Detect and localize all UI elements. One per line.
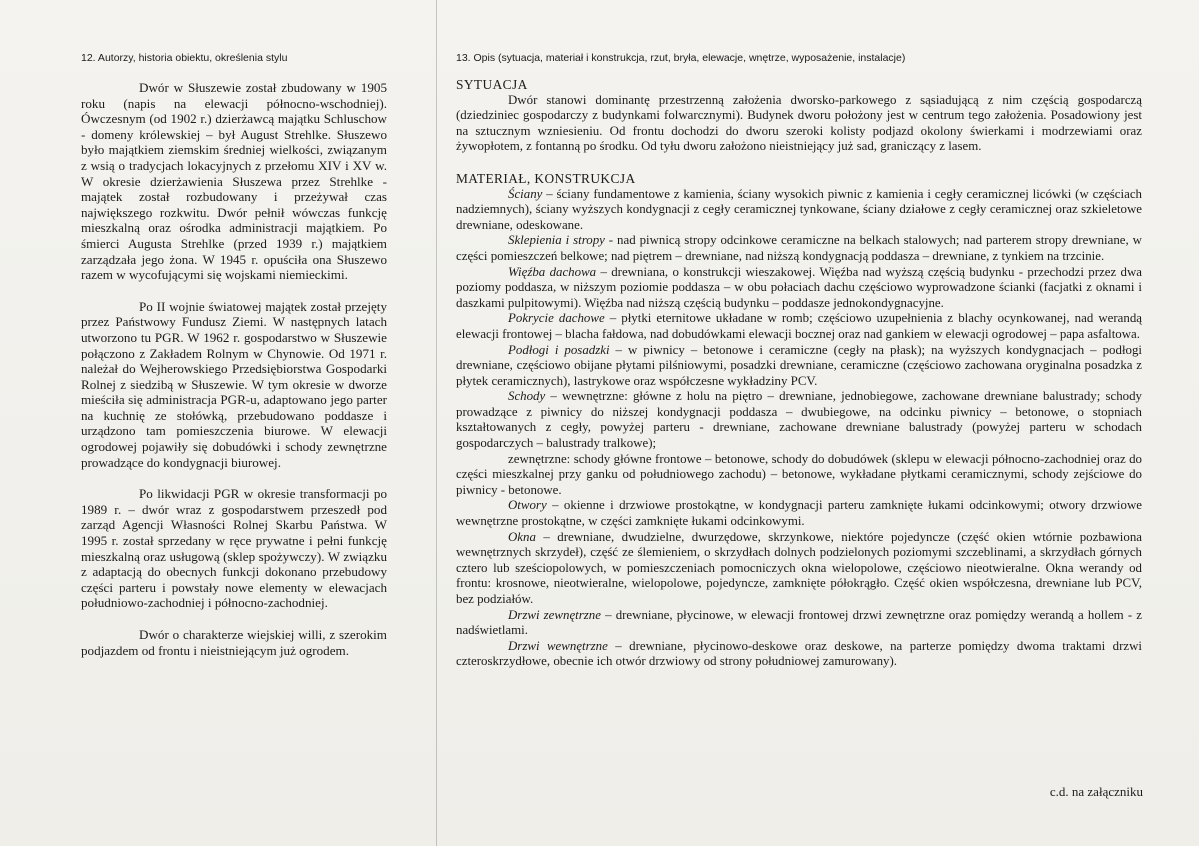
- history-paragraph-2: Po II wojnie światowej majątek został przejęty przez Państwowy Fundusz Ziemi. W następnych latach utworzono tu PGR. W 1962 r. gospodarstwo w Słuszewie połączono z Zakładem Rolnym w Chynowie. Od 1971 r. należał do Wejherowskiego Przedsiębiorstwa Gospodarki Rolnej z siedzibą w Słuszewie. W tym okresie w dworze mieściła się administracja PGR-u, adaptowano jego parter na kuchnię ze stołówką, przebudowano poddasze i urządzono tam pomieszczenia biurowe. W elewacji ogrodowej pojawiły się dobudówki i schody zewnętrzne prowadzące do kondygnacji biurowej.: [81, 298, 387, 470]
- sytuacja-heading: SYTUACJA: [456, 77, 528, 92]
- material-item: [456, 530, 1142, 608]
- history-paragraph-4: Dwór o charakterze wiejskiej willi, z szerokim podjazdem od frontu i nieistniejącym już ogrodem.: [81, 627, 387, 658]
- material-heading: MATERIAŁ, KONSTRUKCJA: [456, 170, 636, 186]
- material-term: Sklepienia i stropy: [508, 233, 605, 248]
- material-term: Okna: [508, 529, 536, 544]
- material-item: [456, 498, 1142, 529]
- material-text: – w piwnicy – betonowe i ceramiczne (cegły na płask); na wyższych kondygnacjach – podłogi drewniane, częściowo obijane płytami pilśniowymi, posadzki drewniane, ceramiczne (częściowo zachowana oryginalna posadzka z płytek ceramicznych), lastrykowe oraz współczesne wykładziny PCV.: [456, 342, 1142, 388]
- material-term: Podłogi i posadzki: [508, 342, 610, 357]
- page-divider: [436, 0, 437, 846]
- material-item: [456, 187, 1142, 234]
- description-header: 13. Opis (sytuacja, materiał i konstrukcja, rzut, bryła, elewacje, wnętrze, wyposażenie, instalacje): [456, 52, 906, 64]
- material-item: [456, 452, 1142, 499]
- material-item: [456, 343, 1142, 390]
- material-term: Pokrycie dachowe: [508, 311, 605, 326]
- history-paragraph-1: Dwór w Słuszewie został zbudowany w 1905 roku (napis na elewacji północno-wschodniej). Ówczesnym (od 1902 r.) dzierżawcą majątku Schluschow - domeny królewskiej – był August Strehlke. Słuszewo było majątkiem ziemskim średniej wielkości, związanym z wsią o tradycjach lokacyjnych z przełomu XIV i XV w. W okresie dzierżawienia Słuszewa przez Strehlke - majątek został rozbudowany i przeżywał czas największego rozkwitu. Dwór pełnił wówczas funkcję mieszkalną oraz ośrodka administracji majątkiem. Po śmierci Augusta Strehlke (przed 1939 r.) majątkiem zarządzała jego żona. W 1945 r. opuściła ona Słuszewo razem w wycofującymi się wojskami niemieckimi.: [81, 80, 387, 283]
- material-text: – okienne i drzwiowe prostokątne, w kondygnacji parteru zamknięte łukami odcinkowymi; otwory drzwiowe wewnętrzne prostokątne, w części zamknięte łukami odcinkowymi.: [456, 498, 1142, 529]
- material-item: [456, 265, 1142, 312]
- material-item: [456, 389, 1142, 451]
- material-text: – drewniane, dwudzielne, dwurzędowe, skrzynkowe, niektóre pojedyncze (część okien wtórnie pozbawiona wewnętrznych skrzydeł), część ze ślemieniem, o skrzydłach dolnych podzielonych poziomymi szczeblinami, a skrzydłach górnych czterо lub sześciopolowych, w pomieszczeniach pomocniczych okna wielopolowe, częściowo nieotwieralne. Okna werandy od frontu: krosnowe, nieotwieralne, wielopolowe, pojedyncze, zamknięte półokrągło. Część okien współczesna, drewniane lub PCV, bez podziałów.: [456, 529, 1142, 606]
- history-header: 12. Autorzy, historia obiektu, określenia stylu: [81, 52, 288, 64]
- material-text: – ściany fundamentowe z kamienia, ściany wysokich piwnic z kamienia i cegły ceramicznej licówki (w częściach nadziemnych), ściany wyższych kondygnacji z cegły ceramicznej tynkowane, ściany działowe z cegły ceramicznej oraz szkieletowe drewniane, odeskowane.: [456, 186, 1142, 232]
- material-text: – drewniana, o konstrukcji wieszakowej. Więźba nad wyższą częścią budynku - przechodzi przez dwa poziomy poddasza, w niższym poziomie poddasza – w obu połaciach dachu częściowo wyprowadzone ścianki (facjatki z oknami i daszkami pulpitowymi). Więźba nad niższą częścią budynku – poddasze jednokondygnacyjne.: [456, 264, 1143, 310]
- material-text: – drewniane, płycinowo-deskowe oraz deskowe, na parterze pomiędzy dwoma traktami drzwi czteroskrzydłowe, obecnie ich otwór drzwiowy od strony południowej zamurowany).: [456, 638, 1142, 669]
- description-column: [456, 52, 1142, 670]
- material-term: Drzwi zewnętrzne: [508, 607, 601, 622]
- material-text: - nad piwnicą stropy odcinkowe ceramiczne na belkach stalowych; nad parterem stropy drewniane, w części pomieszczeń belkowe; nad piętrem – drewniane, nad niższą kondygnacją poddasza – drewniane, z tynkiem na trzcinie.: [456, 233, 1142, 263]
- continuation-note: c.d. na załączniku: [1049, 784, 1143, 799]
- material-item: [456, 233, 1142, 264]
- material-item: [456, 311, 1142, 342]
- history-column: [81, 52, 387, 658]
- material-text: – drewniane, płycinowe, w elewacji frontowej drzwi zewnętrzne oraz pomiędzy werandą a hollem - z nadświetlami.: [456, 607, 1142, 638]
- material-term: Więźba dachowa: [508, 264, 597, 279]
- material-term: Otwory: [508, 498, 547, 513]
- material-term: Ściany: [508, 186, 543, 201]
- material-text: – wewnętrzne: główne z holu na piętro – drewniane, jednobiegowe, zachowane drewniane balustrady; schody prowadzące z piwnicy do niższej kondygnacji poddasza – dwubiegowe, na odcinku piwnicy – betonowe, o stopniach kształtowanych z cegły, powyżej parteru - drewniane, zachowane drewniane balustrady (powyżej parteru w schodach gospodarczych – balustrady tralkowe);: [456, 389, 1142, 451]
- material-term: Drzwi wewnętrzne: [508, 638, 608, 653]
- material-term: Schody: [508, 389, 546, 404]
- sytuacja-text: Dwór stanowi dominantę przestrzenną założenia dworsko-parkowego z sąsiadującą z nim częścią gospodarczą (dziedziniec gospodarczy z budynkami folwarcznymi). Budynek dworu położony jest w centrum tego założenia. Posadowiony jest na sztucznym wzniesieniu. Od frontu dochodzi do dworu szeroki kolisty podjazd okolony świerkami i modrzewiami oraz żywopłotem, z fontanną po środku. Od tyłu dworu założono nieistniejący już sad, graniczący z lasem.: [456, 92, 1142, 154]
- material-text: – płytki eternitowe układane w romb; częściowo uzupełnienia z blachy ocynkowanej, nad werandą elewacji frontowej – blacha fałdowa, nad dobudówkami elewacji bocznej oraz nad gankiem w elewacji ogrodowej – papa asfaltowa.: [456, 311, 1142, 341]
- material-item: [456, 639, 1142, 670]
- history-paragraph-3: Po likwidacji PGR w okresie transformacji po 1989 r. – dwór wraz z gospodarstwem przeszedł pod zarząd Agencji Własności Rolnej Skarbu Państwa. W 1995 r. został sprzedany w ręce prywatne i pełni funkcję mieszkalną oraz usługową (sklep spożywczy). W związku z adaptacją do obecnych funkcji dokonano przebudowy części parteru i powstały nowe elementy w elewacjach południowo-zachodniej i północno-zachodniej.: [81, 486, 387, 611]
- material-text: zewnętrzne: schody główne frontowe – betonowe, schody do dobudówek (sklepu w elewacji północno-zachodniej oraz do części mieszkalnej przy ganku od południowego zachodu) – betonowe, wykładane płytkami ceramicznymi, schody zejściowe do piwnicy - betonowe.: [456, 451, 1142, 497]
- material-item: [456, 608, 1142, 639]
